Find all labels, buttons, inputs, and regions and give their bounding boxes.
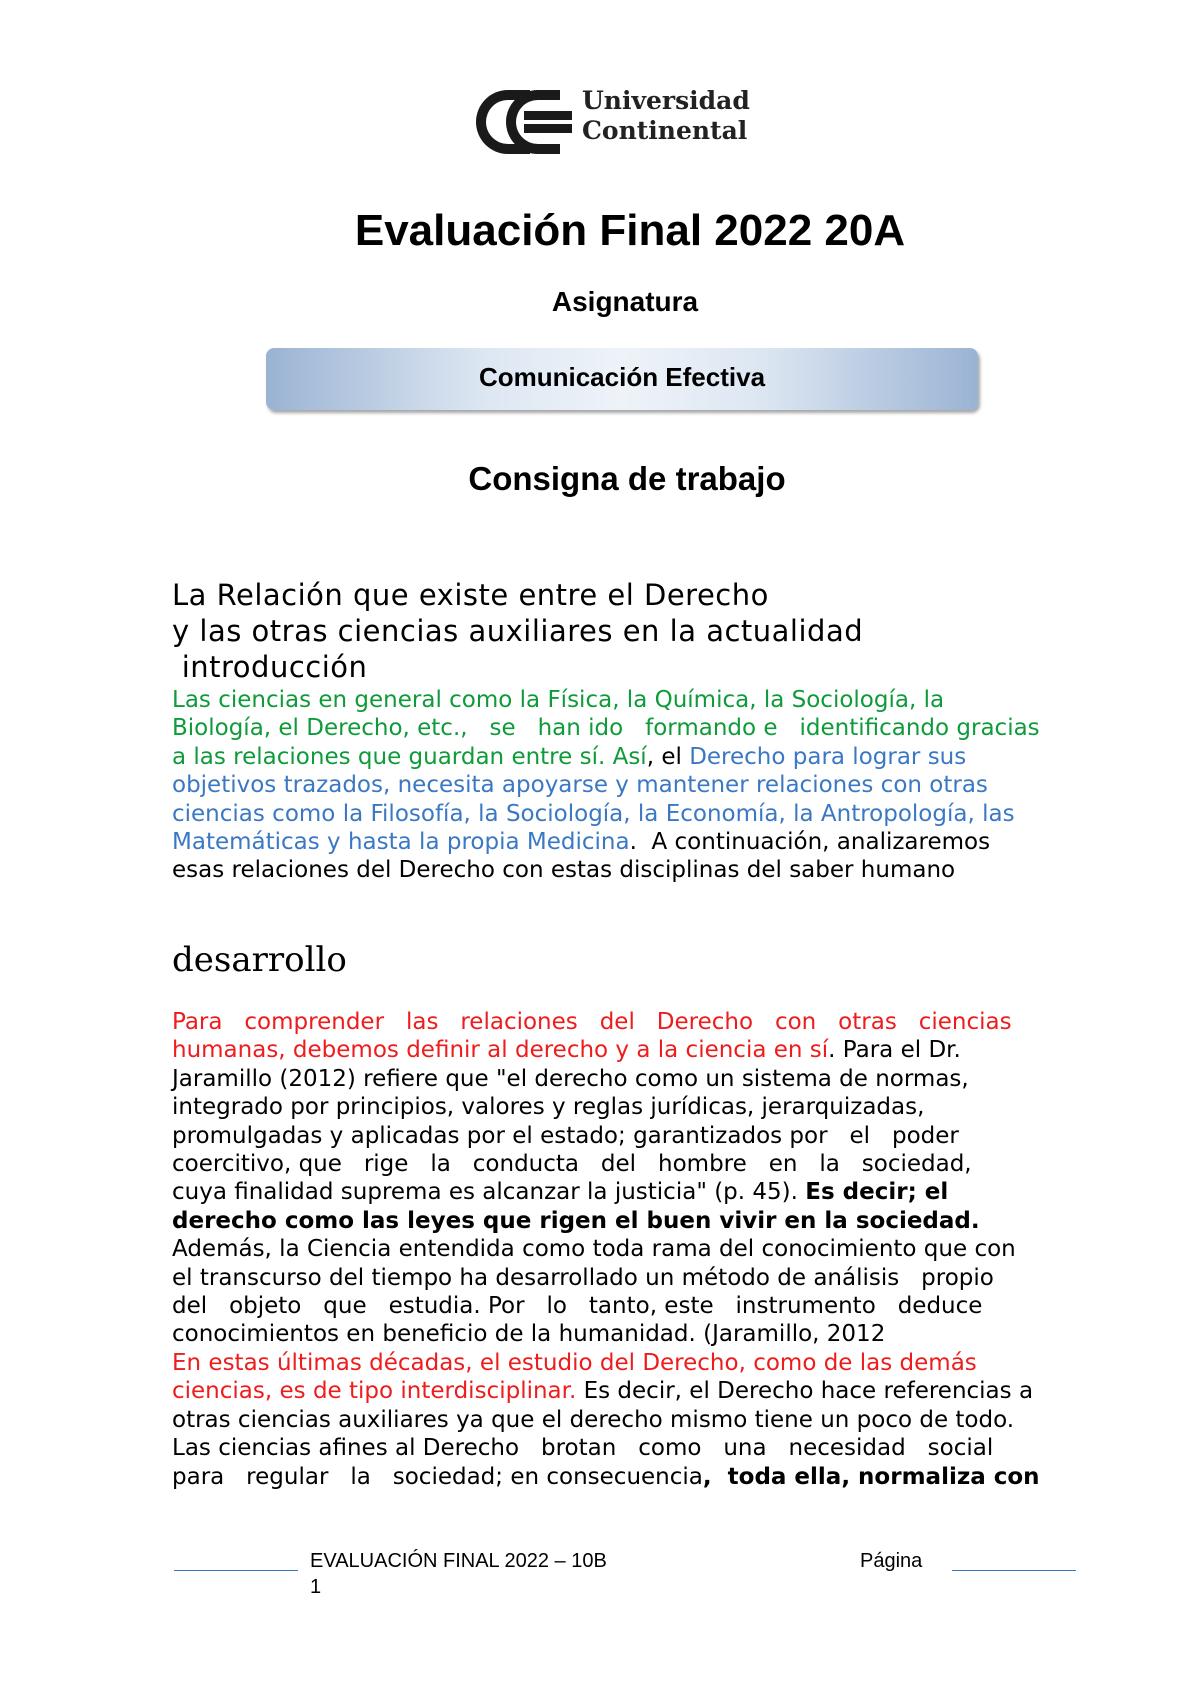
body-text-red: humanas, debemos definir al derecho y a la ciencia en sí: [172, 1037, 829, 1064]
intro-line: objetivos trazados, necesita apoyarse y mantener relaciones con otras: [172, 772, 988, 799]
introduction-paragraph: [172, 686, 1092, 885]
desarrollo-heading: desarrollo: [172, 940, 347, 980]
body-line: integrado por principios, valores y reglas jurídicas, jerarquizadas,: [172, 1094, 925, 1121]
footer-document-title: EVALUACIÓN FINAL 2022 – 10B: [310, 1550, 607, 1572]
intro-line: Las ciencias en general como la Física, la Química, la Sociología, la: [172, 687, 945, 713]
body-text: . Para el Dr.: [828, 1037, 961, 1064]
body-line: [172, 1036, 1092, 1064]
body-line: [172, 1463, 1092, 1491]
intro-text-blue: Matemáticas y hasta la propia Medicina: [172, 829, 630, 856]
intro-text-blue: Derecho para lograr sus: [689, 743, 967, 770]
consigna-heading: Consigna de trabajo: [468, 460, 786, 497]
logo-line-2: Continental: [582, 116, 748, 145]
topic-heading-line-1: La Relación que existe entre el Derecho: [172, 578, 769, 612]
logo-line-1: Universidad: [582, 86, 750, 115]
footer-page-number: 1: [310, 1576, 322, 1598]
body-line: Además, la Ciencia entendida como toda rama del conocimiento que con: [172, 1236, 1016, 1263]
footer-rule-right: [952, 1570, 1076, 1571]
footer-page-label: Página: [860, 1550, 923, 1572]
body-line: En estas últimas décadas, el estudio del Derecho, como de las demás: [172, 1349, 977, 1376]
footer-rule-left: [174, 1570, 298, 1571]
topic-heading-line-2: y las otras ciencias auxiliares en la actualidad: [172, 614, 864, 648]
intro-text: , el: [646, 743, 690, 770]
subject-label: Asignatura: [551, 286, 699, 317]
body-text-bold: , toda ella, normaliza con: [702, 1463, 1040, 1490]
intro-line: esas relaciones del Derecho con estas disciplinas del saber humano: [172, 857, 956, 884]
body-line: Para comprender las relaciones del Derecho con otras ciencias: [172, 1009, 1012, 1035]
body-line: derecho como las leyes que rigen el buen vivir en la sociedad.: [172, 1207, 980, 1234]
body-text-bold: Es decir; el: [805, 1179, 949, 1206]
intro-line: [172, 828, 1092, 856]
intro-text-green: a las relaciones que guardan entre sí. Así: [172, 743, 647, 770]
body-line: Jaramillo (2012) refiere que "el derecho como un sistema de normas,: [172, 1065, 969, 1092]
logo-wordmark: [582, 86, 750, 146]
intro-line: Biología, el Derecho, etc., se han ido formando e identificando gracias: [172, 715, 1040, 742]
intro-line: [172, 743, 1092, 771]
intro-line: ciencias como la Filosofía, la Sociología, la Economía, la Antropología, las: [172, 800, 1015, 827]
desarrollo-paragraph: [172, 1008, 1092, 1491]
body-line: conocimientos en beneficio de la humanidad. (Jaramillo, 2012: [172, 1321, 886, 1348]
introduction-heading: introducción: [172, 650, 368, 684]
body-line: coercitivo, que rige la conducta del hombre en la sociedad,: [172, 1151, 972, 1178]
intro-text: . A continuación, analizaremos: [629, 829, 991, 856]
body-line: otras ciencias auxiliares ya que el derecho mismo tiene un poco de todo.: [172, 1406, 1015, 1433]
page-footer: [0, 1550, 1200, 1610]
body-line: del objeto que estudia. Por lo tanto, este instrumento deduce: [172, 1293, 983, 1320]
subject-banner: Comunicación Efectiva: [266, 348, 978, 410]
page-title: Evaluación Final 2022 20A: [354, 206, 906, 255]
body-line: el transcurso del tiempo ha desarrollado un método de análisis propio: [172, 1264, 994, 1291]
body-line: promulgadas y aplicadas por el estado; garantizados por el poder: [172, 1122, 959, 1149]
body-line: [172, 1377, 1092, 1405]
body-text-red: ciencias, es de tipo interdisciplinar.: [172, 1378, 577, 1405]
body-text: Es decir, el Derecho hace referencias a: [576, 1378, 1034, 1405]
body-line: Las ciencias afines al Derecho brotan como una necesidad social: [172, 1435, 994, 1462]
body-text: para regular la sociedad; en consecuencia: [172, 1463, 703, 1490]
body-text: cuya finalidad suprema es alcanzar la justicia" (p. 45).: [172, 1179, 806, 1206]
body-line: [172, 1178, 1092, 1206]
